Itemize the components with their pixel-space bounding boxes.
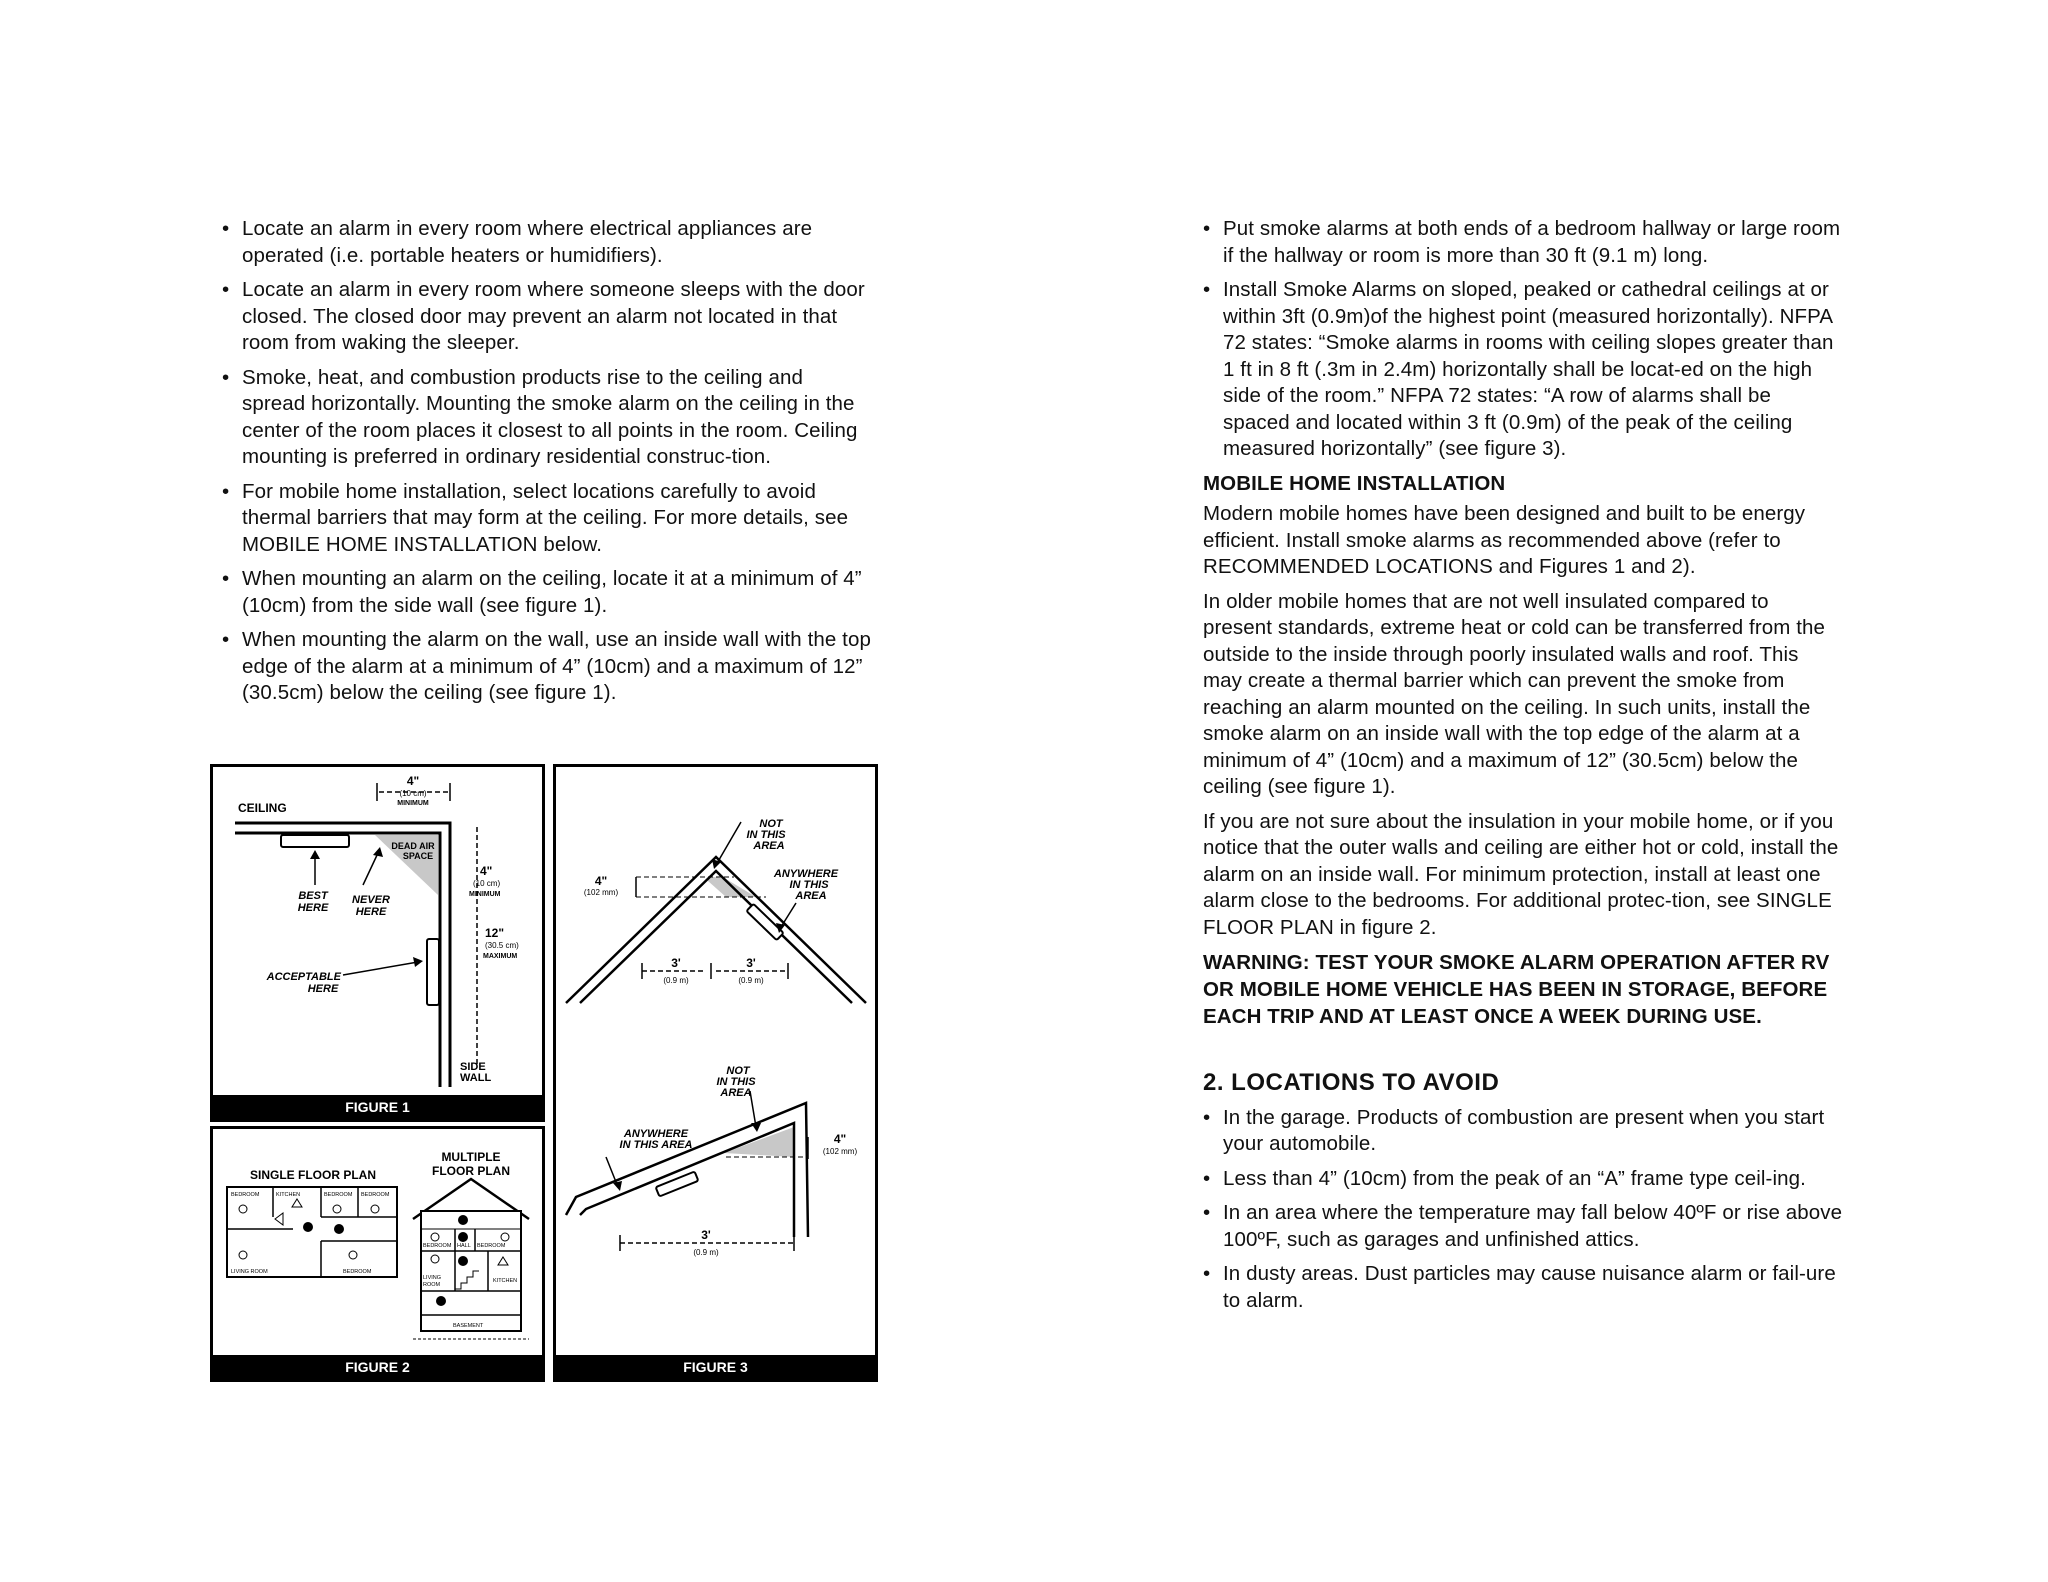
list-item: • For mobile home installation, select locations carefully to avoid thermal barriers that may form at the ceiling. For more details, see MOBILE HOME INSTALLATION below.: [222, 479, 872, 559]
figure-3-caption: FIGURE 3: [556, 1355, 875, 1379]
left-column: [222, 216, 872, 715]
paragraph: If you are not sure about the insulation in your mobile home, or if you notice that the outer walls and ceiling are either hot or cold, install the alarm on an inside wall. For minimum protection, install at least one alarm close to the bedrooms. For additional protec-tion, see SINGLE FLOOR PLAN in figure 2.: [1203, 809, 1839, 939]
fig2-single-title: SINGLE FLOOR PLAN: [250, 1168, 376, 1182]
figure-3: [553, 764, 878, 1382]
fig2-single-room-5: LIVING ROOM: [231, 1269, 268, 1275]
fig1-never-2: HERE: [355, 906, 387, 918]
avoid-bullet-list: [1203, 1105, 1843, 1315]
fig3-top-not-1: NOT: [759, 818, 783, 830]
figure-1-diagram: [213, 767, 542, 1095]
section-title: 2. LOCATIONS TO AVOID: [1203, 1069, 1500, 1096]
fig2-multi-room-1: BEDROOM: [423, 1243, 452, 1249]
fig1-never-1: NEVER: [352, 894, 390, 906]
fig3-top-not-3: AREA: [753, 840, 785, 852]
paragraph: In older mobile homes that are not well insulated compared to present standards, extreme heat or cold can be transferred from the outside to the inside through poorly insulated walls and roof. This may create a thermal barrier which can prevent the smoke from reaching an alarm mounted on the ceiling. In such units, install the smoke alarm on an inside wall with the top edge of the alarm at a minimum of 4” (10cm) and a maximum of 12” (30.5cm) below the ceiling (see figure 1).: [1203, 589, 1826, 798]
fig1-best-2: HERE: [297, 902, 329, 914]
figure-1: [210, 764, 545, 1122]
list-item: • Less than 4” (10cm) from the peak of an “A” frame type ceil-ing.: [1203, 1166, 1843, 1193]
fig1-side-1: SIDE: [460, 1061, 486, 1073]
list-item: • When mounting an alarm on the ceiling, locate it at a minimum of 4” (10cm) from the side wall (see figure 1).: [222, 566, 872, 619]
list-item: • Locate an alarm in every room where someone sleeps with the door closed. The closed door may prevent an alarm not located in that room from waking the sleeper.: [222, 277, 872, 357]
fig2-single-room-1: BEDROOM: [231, 1192, 260, 1198]
fig1-dim-4-side: 4": [480, 864, 493, 878]
figure-3-diagram: [556, 767, 875, 1355]
fig3-top-any-3: AREA: [795, 890, 827, 902]
fig3-bot-not-2: IN THIS: [716, 1076, 756, 1088]
figure-2-caption: FIGURE 2: [213, 1355, 542, 1379]
mobile-home-heading: MOBILE HOME INSTALLATION: [1203, 471, 1506, 495]
fig3-bot-not-3: AREA: [720, 1087, 752, 1099]
fig2-multi-room-3: BEDROOM: [477, 1243, 506, 1249]
left-bullet-list: [222, 216, 872, 707]
list-item: • When mounting the alarm on the wall, use an inside wall with the top edge of the alarm at a minimum of 4” (10cm) and a maximum of 12” (30.5cm) below the ceiling (see figure 1).: [222, 627, 872, 707]
fig1-side-2: WALL: [460, 1072, 492, 1084]
fig1-ceiling-label: CEILING: [238, 801, 287, 815]
fig3-bot-dim-4-mm: (102 mm): [822, 1147, 858, 1156]
fig3-bot-dim-4: 4": [833, 1132, 847, 1146]
figure-2: [210, 1126, 545, 1382]
right-bullet-list: [1203, 216, 1843, 463]
fig3-top-dim-3b: 3': [746, 956, 756, 970]
fig2-single-room-3: BEDROOM: [324, 1192, 353, 1198]
fig1-dim-4-top-cm: (10 cm): [399, 789, 427, 798]
fig2-multi-room-4: LIVING: [423, 1275, 442, 1281]
fig3-top-dim-3a-m: (0.9 m): [663, 976, 689, 985]
fig2-multi-room-2: HALL: [457, 1243, 471, 1249]
fig1-best-1: BEST: [298, 890, 328, 902]
figure-2-diagram: [213, 1129, 542, 1355]
fig2-multi-room-6: KITCHEN: [493, 1278, 518, 1284]
fig3-bot-not-1: NOT: [726, 1065, 750, 1077]
fig3-bot-any-2: IN THIS AREA: [619, 1139, 693, 1151]
list-item: • In the garage. Products of combustion are present when you start your automobile.: [1203, 1105, 1843, 1158]
list-item: • Put smoke alarms at both ends of a bedroom hallway or large room if the hallway or room is more than 30 ft (9.1 m) long.: [1203, 216, 1843, 269]
fig2-multi-room-7: BASEMENT: [453, 1323, 484, 1329]
fig1-dead-air-1: DEAD AIR: [391, 841, 435, 851]
fig3-top-dim-4: 4": [594, 874, 608, 888]
fig1-dim-4-side-cm: (10 cm): [473, 879, 501, 888]
list-item: • In dusty areas. Dust particles may cause nuisance alarm or fail-ure to alarm.: [1203, 1261, 1843, 1314]
fig1-maximum: MAXIMUM: [483, 953, 518, 960]
fig2-single-room-2: KITCHEN: [276, 1192, 301, 1198]
list-item: • In an area where the temperature may fall below 40ºF or rise above 100ºF, such as garages and unfinished attics.: [1203, 1200, 1843, 1253]
fig1-dim-12: 12": [485, 926, 505, 940]
fig1-minimum: MINIMUM: [397, 800, 429, 807]
right-column: [1203, 216, 1843, 1322]
fig3-bot-dim-3: 3': [701, 1228, 711, 1242]
fig3-bot-dim-3-m: (0.9 m): [693, 1248, 719, 1257]
list-item: • Smoke, heat, and combustion products rise to the ceiling and spread horizontally. Mounting the smoke alarm on the ceiling in the center of the room places it closest to all points in the room. Ceiling mounting is preferred in ordinary residential construc-tion.: [222, 365, 872, 471]
alarm-sloped-icon: [656, 1171, 699, 1196]
alarm-aframe-icon: [746, 904, 783, 940]
fig3-top-not-2: IN THIS: [746, 829, 786, 841]
fig1-acceptable-1: ACCEPTABLE: [266, 971, 341, 983]
fig1-dim-12-cm: (30.5 cm): [485, 941, 519, 950]
fig3-top-any-1: ANYWHERE: [773, 868, 839, 880]
paragraph: Modern mobile homes have been designed and built to be energy efficient. Install smoke alarms as recommended above (refer to RECOMMENDED LOCATIONS and Figures 1 and 2).: [1203, 502, 1806, 578]
fig3-bot-any-1: ANYWHERE: [623, 1128, 689, 1140]
list-item: • Install Smoke Alarms on sloped, peaked or cathedral ceilings at or within 3ft (0.9m)of the highest point (measured horizontally). NFPA 72 states: “Smoke alarms in rooms with ceiling slopes greater than 1 ft in 8 ft (.3m in 2.4m) horizontally shall be locat-ed on the high side of the room.” NFPA 72 states: “A row of alarms shall be spaced and located within 3 ft (0.9m) of the peak of the ceiling measured horizontally” (see figure 3).: [1203, 277, 1843, 463]
fig1-dead-air-2: SPACE: [402, 851, 434, 861]
fig1-minimum-side: MINIMUM: [469, 891, 501, 898]
fig1-dim-4-top: 4": [406, 774, 420, 788]
warning-text: WARNING: TEST YOUR SMOKE ALARM OPERATION AFTER RV OR MOBILE HOME VEHICLE HAS BEEN IN STORAGE, BEFORE EACH TRIP AND AT LEAST ONCE A WEEK DURING USE.: [1203, 951, 1830, 1028]
fig2-single-room-6: BEDROOM: [343, 1269, 372, 1275]
alarm-ceiling-icon: [281, 835, 349, 847]
fig3-top-dim-4-mm: (102 mm): [583, 888, 619, 897]
fig3-top-any-2: IN THIS: [789, 879, 829, 891]
fig2-single-room-4: BEDROOM: [361, 1192, 390, 1198]
fig3-top-dim-3a: 3': [671, 956, 681, 970]
fig2-multiple-title-2: FLOOR PLAN: [432, 1164, 510, 1178]
fig3-top-dim-3b-m: (0.9 m): [738, 976, 764, 985]
list-item: • Locate an alarm in every room where electrical appliances are operated (i.e. portable heaters or humidifiers).: [222, 216, 872, 269]
fig1-acceptable-2: HERE: [307, 983, 339, 995]
figure-1-caption: FIGURE 1: [213, 1095, 542, 1119]
fig2-multi-room-5: ROOM: [423, 1282, 441, 1288]
alarm-wall-icon: [427, 939, 439, 1005]
fig2-multiple-title-1: MULTIPLE: [441, 1150, 501, 1164]
